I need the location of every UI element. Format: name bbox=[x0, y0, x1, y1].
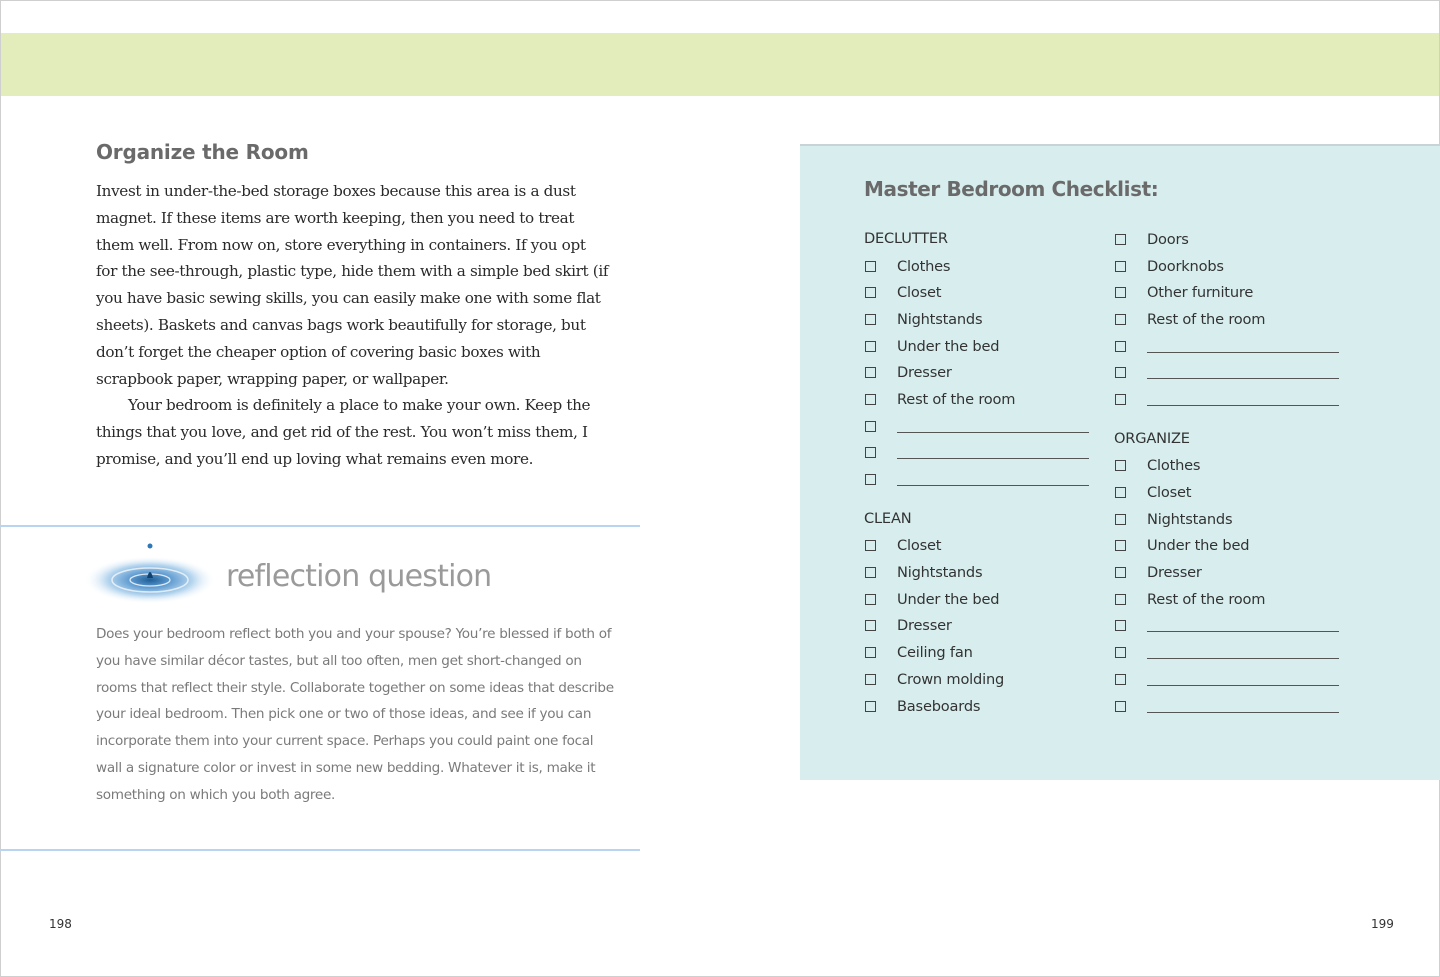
checklist-panel bbox=[800, 144, 1440, 780]
checklist-item bbox=[1114, 533, 1339, 560]
checklist-item bbox=[1114, 333, 1339, 360]
checkbox[interactable] bbox=[1115, 460, 1126, 471]
checkbox[interactable] bbox=[1115, 261, 1126, 272]
checklist-title: Master Bedroom Checklist: bbox=[864, 177, 1159, 201]
checkbox[interactable] bbox=[865, 674, 876, 685]
checkbox[interactable] bbox=[865, 287, 876, 298]
checklist-item-label: Dresser bbox=[1147, 564, 1202, 582]
checklist-item bbox=[864, 279, 1089, 306]
checklist-column-right bbox=[1114, 226, 1339, 719]
checkbox[interactable] bbox=[865, 447, 876, 458]
checkbox[interactable] bbox=[865, 314, 876, 325]
checklist-item-label: Rest of the room bbox=[897, 390, 1016, 408]
checklist-item bbox=[1114, 226, 1339, 253]
checkbox[interactable] bbox=[865, 341, 876, 352]
checkbox[interactable] bbox=[865, 540, 876, 551]
checklist-item-label: Clothes bbox=[1147, 457, 1201, 475]
blank-write-in-line[interactable] bbox=[897, 485, 1089, 486]
checkbox[interactable] bbox=[865, 594, 876, 605]
checklist-item-label: Rest of the room bbox=[1147, 590, 1266, 608]
blank-write-in-line[interactable] bbox=[1147, 405, 1339, 406]
checklist-item bbox=[1114, 586, 1339, 613]
checklist-item bbox=[1114, 639, 1339, 666]
checkbox[interactable] bbox=[865, 394, 876, 405]
blank-write-in-line[interactable] bbox=[1147, 378, 1339, 379]
checklist-item-label: Clothes bbox=[897, 257, 951, 275]
checklist-item bbox=[864, 333, 1089, 360]
checkbox[interactable] bbox=[1115, 701, 1126, 712]
checklist-item bbox=[864, 413, 1089, 440]
checkbox[interactable] bbox=[1115, 287, 1126, 298]
checkbox[interactable] bbox=[1115, 540, 1126, 551]
checklist-item bbox=[864, 306, 1089, 333]
clean-list bbox=[864, 533, 1089, 720]
checklist-item bbox=[1114, 693, 1339, 720]
checkbox[interactable] bbox=[1115, 314, 1126, 325]
declutter-list bbox=[864, 253, 1089, 493]
checklist-item bbox=[1114, 453, 1339, 480]
checklist-item-label: Nightstands bbox=[1147, 510, 1233, 528]
group-heading-clean: CLEAN bbox=[864, 509, 912, 527]
group-heading-declutter: DECLUTTER bbox=[864, 230, 948, 247]
checkbox[interactable] bbox=[865, 567, 876, 578]
checklist-item-label: Doors bbox=[1147, 230, 1189, 248]
checklist-item bbox=[1114, 253, 1339, 280]
blank-write-in-line[interactable] bbox=[1147, 631, 1339, 632]
checklist-item bbox=[864, 466, 1089, 493]
checklist-item bbox=[864, 533, 1089, 560]
checkbox[interactable] bbox=[865, 421, 876, 432]
checkbox[interactable] bbox=[865, 647, 876, 658]
water-drop-icon bbox=[84, 540, 220, 608]
checkbox[interactable] bbox=[1115, 567, 1126, 578]
checklist-item bbox=[864, 613, 1089, 640]
checklist-item-label: Crown molding bbox=[897, 670, 1005, 688]
checkbox[interactable] bbox=[1115, 647, 1126, 658]
checkbox[interactable] bbox=[1115, 394, 1126, 405]
checklist-item bbox=[864, 386, 1089, 413]
section-heading: Organize the Room bbox=[96, 140, 309, 164]
checklist-item-label: Dresser bbox=[897, 364, 952, 382]
checklist-item-label: Under the bed bbox=[897, 590, 1000, 608]
checkbox[interactable] bbox=[1115, 367, 1126, 378]
checklist-item bbox=[864, 359, 1089, 386]
checklist-item-label: Under the bed bbox=[1147, 537, 1250, 555]
checkbox[interactable] bbox=[1115, 674, 1126, 685]
checklist-item bbox=[864, 440, 1089, 467]
blank-write-in-line[interactable] bbox=[1147, 658, 1339, 659]
checkbox[interactable] bbox=[1115, 234, 1126, 245]
checklist-item-label: Closet bbox=[897, 284, 942, 302]
checklist-item bbox=[864, 253, 1089, 280]
paragraph-2: Your bedroom is definitely a place to make your own. Keep the things that you love, and get rid of the rest. You won’t miss them, I promise, and you’ll end up loving what remains even more. bbox=[96, 396, 591, 468]
blank-write-in-line[interactable] bbox=[897, 458, 1089, 459]
checkbox[interactable] bbox=[865, 474, 876, 485]
checklist-item-label: Under the bed bbox=[897, 337, 1000, 355]
checklist-item bbox=[1114, 306, 1339, 333]
body-text bbox=[96, 178, 611, 473]
checkbox[interactable] bbox=[1115, 594, 1126, 605]
reflection-title: reflection question bbox=[226, 559, 492, 594]
blank-write-in-line[interactable] bbox=[1147, 712, 1339, 713]
checklist-item-label: Ceiling fan bbox=[897, 644, 973, 662]
checklist-item-label: Closet bbox=[1147, 484, 1192, 502]
paragraph-1: Invest in under-the-bed storage boxes because this area is a dust magnet. If these items are worth keeping, then you need to treat them well. From now on, store everything in containers. If you opt for the see-through, plastic type, hide them with a simple bed skirt (if you have basic sewing skills, you can easily make one with some flat sheets). Baskets and canvas bags work beautifully for storage, but don’t forget the cheaper option of covering basic boxes with scrapbook paper, wrapping paper, or wallpaper. bbox=[96, 182, 609, 388]
checklist-item-label: Baseboards bbox=[897, 697, 981, 715]
checklist-item bbox=[864, 693, 1089, 720]
checkbox[interactable] bbox=[1115, 620, 1126, 631]
checklist-item bbox=[1114, 666, 1339, 693]
checklist-item bbox=[864, 639, 1089, 666]
checkbox[interactable] bbox=[865, 261, 876, 272]
checkbox[interactable] bbox=[865, 701, 876, 712]
organize-list bbox=[1114, 453, 1339, 720]
checkbox[interactable] bbox=[1115, 514, 1126, 525]
blank-write-in-line[interactable] bbox=[1147, 352, 1339, 353]
checkbox[interactable] bbox=[865, 367, 876, 378]
reflection-bottom-rule bbox=[0, 849, 640, 851]
clean-continued-list bbox=[1114, 226, 1339, 413]
checklist-item-label: Closet bbox=[897, 537, 942, 555]
checklist-item-label: Other furniture bbox=[1147, 284, 1254, 302]
checklist-item bbox=[1114, 559, 1339, 586]
checklist-item-label: Doorknobs bbox=[1147, 257, 1224, 275]
top-color-band bbox=[1, 33, 1439, 96]
blank-write-in-line[interactable] bbox=[897, 432, 1089, 433]
checklist-item-label: Nightstands bbox=[897, 310, 983, 328]
checklist-item bbox=[1114, 506, 1339, 533]
checklist-item bbox=[864, 666, 1089, 693]
blank-write-in-line[interactable] bbox=[1147, 685, 1339, 686]
checklist-item bbox=[864, 559, 1089, 586]
checklist-column-left bbox=[864, 226, 1089, 719]
checklist-item-label: Rest of the room bbox=[1147, 310, 1266, 328]
checklist-item-label: Nightstands bbox=[897, 564, 983, 582]
checkbox[interactable] bbox=[1115, 487, 1126, 498]
reflection-top-rule bbox=[0, 525, 640, 527]
checklist-item bbox=[1114, 386, 1339, 413]
checklist-item bbox=[1114, 279, 1339, 306]
checklist-item bbox=[1114, 479, 1339, 506]
checklist-item bbox=[864, 586, 1089, 613]
checkbox[interactable] bbox=[1115, 341, 1126, 352]
page-number-right: 199 bbox=[1371, 917, 1394, 931]
checkbox[interactable] bbox=[865, 620, 876, 631]
checklist-item bbox=[1114, 613, 1339, 640]
group-heading-organize: ORGANIZE bbox=[1114, 429, 1190, 447]
page-number-left: 198 bbox=[49, 917, 72, 931]
reflection-text: Does your bedroom reflect both you and your spouse? You’re blessed if both of you have similar décor tastes, but all too often, men get short-changed on rooms that reflect their style. Collaborate together on some ideas that describe your ideal bedroom. Then pick one or two of those ideas, and see if you can incorporate them into your current space. Perhaps you could paint one focal wall a signature color or invest in some new bedding. Whatever it is, make it something on which you both agree. bbox=[96, 626, 614, 803]
checklist-item-label: Dresser bbox=[897, 617, 952, 635]
checklist-item bbox=[1114, 359, 1339, 386]
